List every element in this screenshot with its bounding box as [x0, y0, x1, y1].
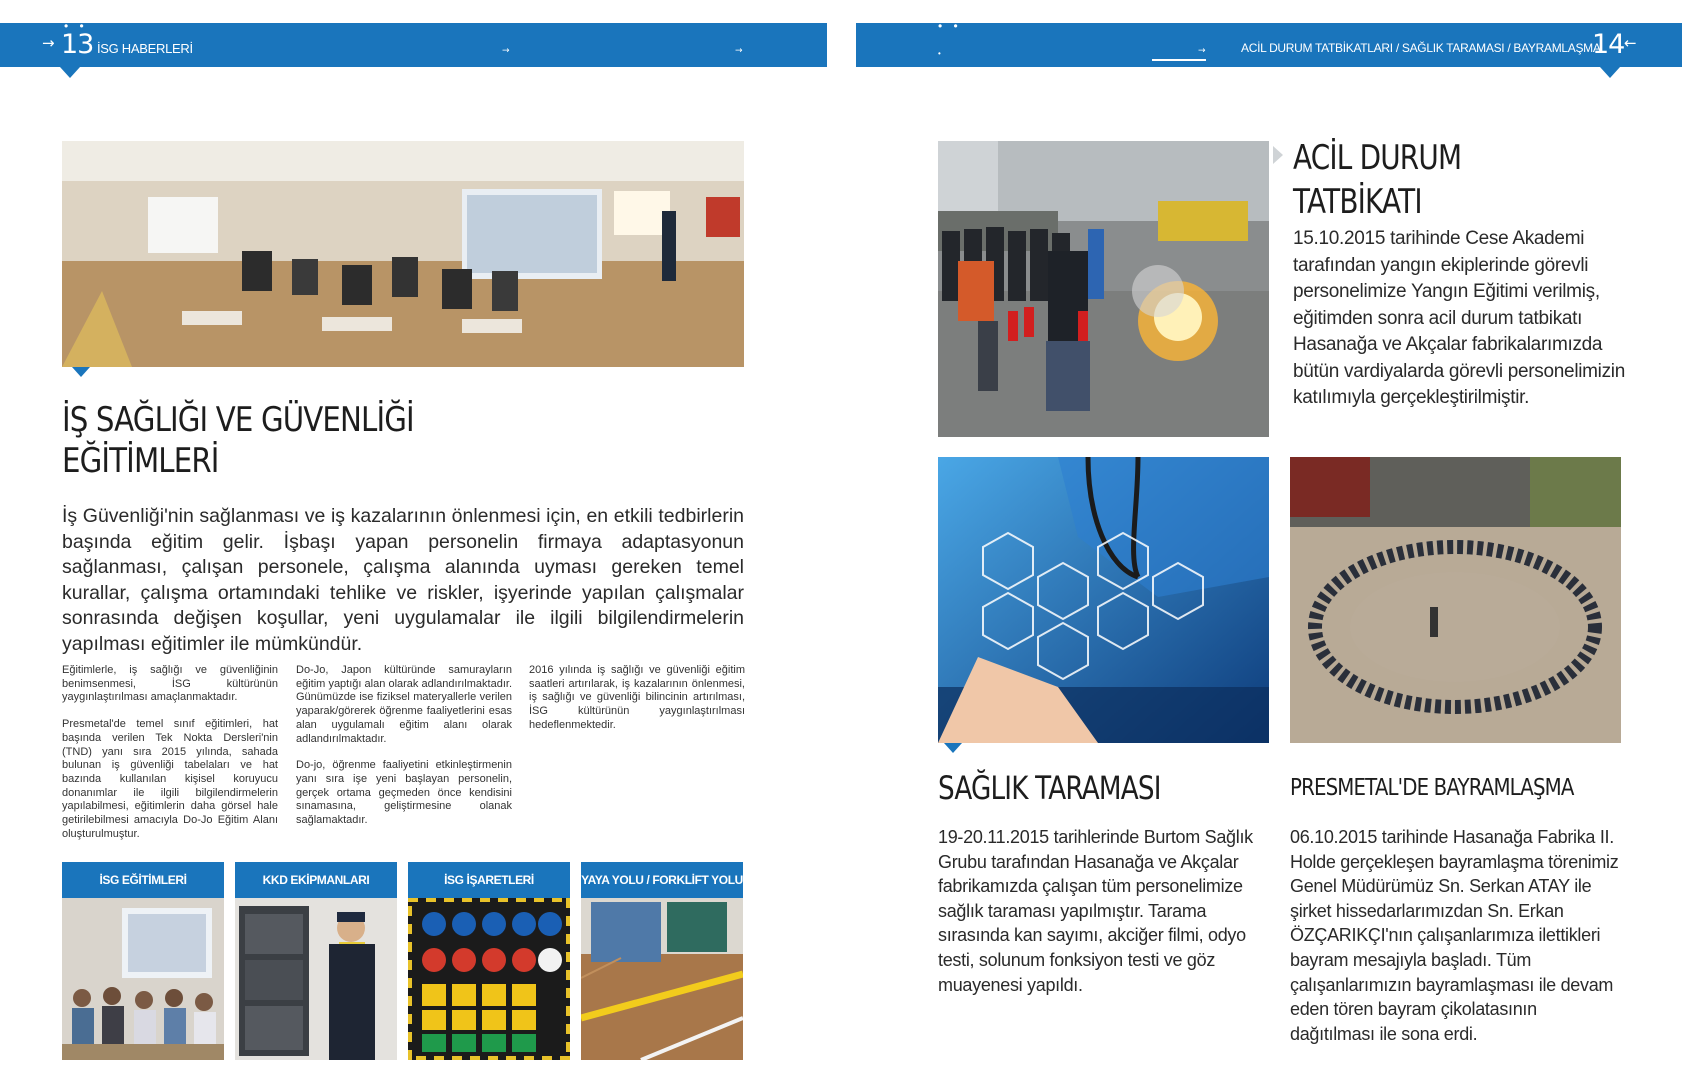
- fire-drill-photo: [938, 141, 1269, 437]
- isg-lead-paragraph: İş Güvenliği'nin sağlanması ve iş kazalarının önlenmesi için, en etkili tedbirlerin başında eğitim gelir. İşbaşı yapan personelin firmaya adaptasyonun sağlanması, çalışan personele, çalışma alanında uyması gereken temel kurallar, çalışma ortamındaki tehlike ve riskler, işyerinde yapılan çalışmalar sonrasında değişen koşullar, yeni uygulamalar ile ilgili bilgilendirmelerin yapılması eğitimler ile mümkündür.: [62, 505, 744, 655]
- column-paragraph: Do-Jo, Japon kültüründe samurayların eğitim yaptığı alan olarak adlandırılmaktadır. Günümüzde ise fiziksel materyallerle verilen yaparak/görerek öğrenme faaliyetlerini esas alan uygulamalı eğitim alanı olarak adlandırılmaktadır.: [296, 664, 512, 745]
- card-label: İSG İŞARETLERİ: [408, 862, 570, 898]
- text-column-2: [296, 664, 512, 828]
- right-header-tab: [1600, 67, 1620, 78]
- isg-title: [62, 400, 578, 482]
- header-dot: •: [938, 49, 945, 58]
- classroom-photo: [62, 141, 744, 367]
- left-header-tab: [60, 67, 80, 78]
- right-section-label: ACİL DURUM TATBİKATLARI / SAĞLIK TARAMASI / BAYRAMLAŞMA: [1241, 41, 1601, 55]
- card-label: İSG EĞİTİMLERİ: [62, 862, 224, 898]
- card-image-walkway: [581, 898, 743, 1060]
- column-paragraph: Eğitimlerle, iş sağlığı ve güvenliğinin benimsenmesi, İSG kültürünün yaygınlaştırılması amaçlanmaktadır.: [62, 664, 278, 704]
- photo-notch: [1273, 146, 1283, 164]
- isg-title-line2: EĞİTİMLERİ: [62, 441, 219, 481]
- saglik-title: SAĞLIK TARAMASI: [938, 769, 1161, 807]
- text-column-3: [529, 664, 745, 733]
- card-image-training: [62, 898, 224, 1060]
- left-page-number: 13: [61, 29, 94, 60]
- card-isg-egitimleri: [62, 862, 224, 1060]
- left-section-label: İSG HABERLERİ: [97, 41, 193, 56]
- acil-title: [1293, 136, 1588, 224]
- header-underline: [1152, 59, 1206, 61]
- card-yaya-yolu: [581, 862, 743, 1060]
- header-dots: • •: [938, 19, 962, 33]
- header-dots: • •: [64, 19, 88, 33]
- bayram-body: 06.10.2015 tarihinde Hasanağa Fabrika II. Holde gerçekleşen bayramlaşma törenimiz Genel Müdürümüz Sn. Serkan ATAY ile şirket hissedarlarımızdan Sn. Erkan ÖZÇARIKÇI'nın çalışanlarımıza ilettikleri bayram mesajıyla başladı. Tüm çalışanlarımızın bayramlaşması ile devam eden tören bayram çikolatasının dağıtılması ile sona erdi.: [1290, 827, 1619, 1044]
- right-header-bar: [856, 19, 1682, 67]
- acil-body: 15.10.2015 tarihinde Cese Akademi tarafından yangın ekiplerinde görevli personelimize Yangın Eğitimi verilmiş, eğitimden sonra acil durum tatbikatı Hasanağa ve Akçalar fabrikalarımızda bütün vardiyalarda görevli personelimizin katılımıyla gerçekleştirilmiştir.: [1293, 228, 1625, 408]
- text-column-1: [62, 664, 278, 841]
- card-label: YAYA YOLU / FORKLİFT YOLU: [581, 862, 743, 898]
- column-paragraph: Do-jo, öğrenme faaliyetini etkinleştirmenin yanı sıra işe yeni başlayan personelin, gerçek ortama geçmeden önce kendisini sınamasına, geliştirmesine olanak sağlamaktadır.: [296, 759, 512, 827]
- isg-title-line1: İŞ SAĞLIĞI VE GÜVENLİĞİ: [62, 400, 414, 440]
- card-image-signs: [408, 898, 570, 1060]
- right-page-number: 14: [1592, 29, 1625, 60]
- arrow-right-icon: →: [735, 46, 743, 56]
- card-kkd-ekipmanlari: [235, 862, 397, 1060]
- acil-title-line1: ACİL DURUM: [1293, 138, 1462, 178]
- holiday-gathering-photo: [1290, 457, 1621, 743]
- card-label: KKD EKİPMANLARI: [235, 862, 397, 898]
- arrow-right-icon: →: [42, 34, 55, 52]
- saglik-body: 19-20.11.2015 tarihlerinde Burtom Sağlık Grubu tarafından Hasanağa ve Akçalar fabrikamızda çalışan tüm personelimize sağlık taraması yapılmıştır. Tarama sırasında kan sayımı, akciğer filmi, odyo testi, solunum fonksiyon testi ve göz muayenesi yapıldı.: [938, 827, 1253, 995]
- photo-notch: [944, 743, 962, 753]
- acil-title-line2: TATBİKATI: [1293, 182, 1422, 222]
- arrow-right-icon: →: [502, 46, 510, 56]
- column-paragraph: Presmetal'de temel sınıf eğitimleri, hat başında verilen Tek Nokta Dersleri'nin (TND) yanı sıra 2015 yılında, sahada bulunan iş güvenliği tabelaları ve hat bazında kullanılan kişisel koruyucu donanımlar ile ilgili bilgilendirmelerin yapılabilmesi, eğitimlerin daha görsel hale getirilebilmesi amacıyla Do-Jo Eğitim Alanı oluşturulmuştur.: [62, 718, 278, 840]
- bayram-title: PRESMETAL'DE BAYRAMLAŞMA: [1290, 775, 1574, 801]
- photo-notch: [72, 367, 90, 377]
- column-paragraph: 2016 yılında iş sağlığı ve güvenliği eğitim saatleri artırılarak, iş kazalarının önlenmesi, iş sağlığı ve güvenliği bilincinin artırılması, İSG kültürünün yaygınlaştırılması hedeflenmektedir.: [529, 664, 745, 731]
- arrow-right-icon: →: [1198, 46, 1206, 56]
- left-header-bar: [0, 19, 827, 67]
- card-image-ppe: [235, 898, 397, 1060]
- arrow-left-icon: ←: [1624, 34, 1637, 52]
- health-screening-photo: [938, 457, 1269, 743]
- card-isg-isaretleri: [408, 862, 570, 1060]
